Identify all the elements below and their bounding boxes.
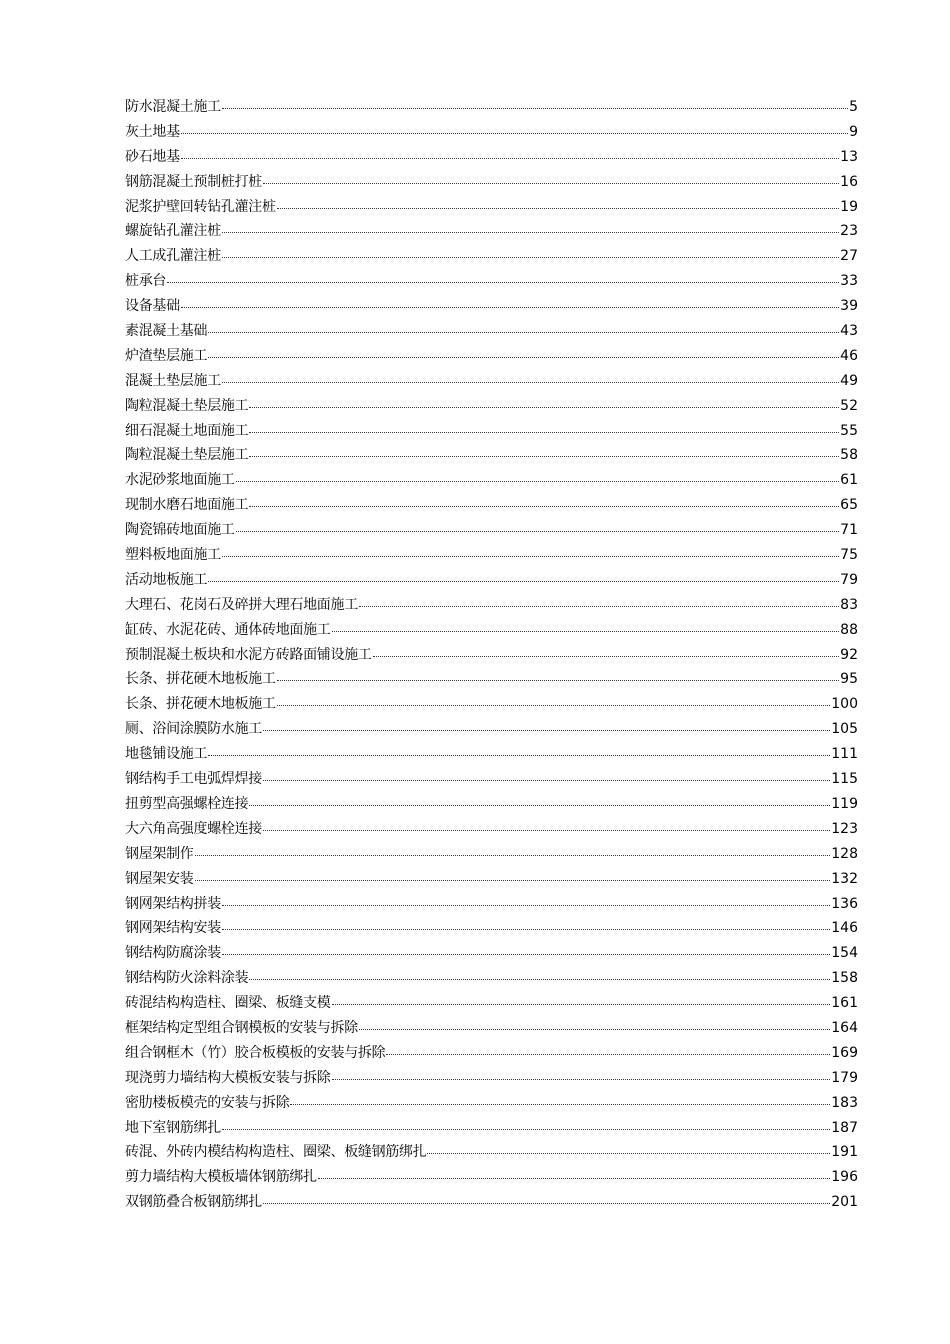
toc-dot-leader: [222, 555, 839, 557]
toc-entry-title: 陶粒混凝土垫层施工: [125, 447, 249, 464]
toc-entry-page-number: 201: [831, 1194, 858, 1211]
toc-entry[interactable]: [125, 419, 858, 444]
toc-entry-page-number: 132: [831, 870, 858, 887]
toc-entry-page-number: 119: [831, 795, 858, 812]
toc-dot-leader: [277, 679, 839, 681]
toc-entry[interactable]: [125, 667, 858, 692]
toc-entry[interactable]: [125, 1165, 858, 1190]
toc-entry-page-number: 5: [849, 99, 858, 115]
toc-entry-title: 塑料板地面施工: [125, 547, 221, 564]
toc-entry[interactable]: [125, 1016, 858, 1041]
toc-entry-title: 剪力墙结构大模板墙体钢筋绑扎: [125, 1169, 317, 1186]
toc-dot-leader: [249, 804, 830, 806]
toc-entry[interactable]: [125, 1041, 858, 1066]
toc-entry-page-number: 123: [831, 820, 858, 837]
toc-entry-page-number: 13: [840, 148, 858, 165]
toc-entry-title: 组合钢框木（竹）胶合板模板的安装与拆除: [125, 1044, 386, 1061]
toc-dot-leader: [277, 207, 839, 209]
toc-entry-title: 砂石地基: [125, 148, 180, 165]
toc-dot-leader: [263, 182, 839, 184]
toc-dot-leader: [222, 953, 830, 955]
toc-dot-leader: [249, 505, 839, 507]
toc-entry-page-number: 79: [840, 571, 858, 588]
toc-entry[interactable]: [125, 966, 858, 991]
toc-dot-leader: [222, 231, 839, 233]
toc-entry[interactable]: [125, 294, 858, 319]
toc-entry-title: 钢屋架制作: [125, 845, 194, 862]
toc-dot-leader: [181, 157, 839, 159]
toc-entry-title: 炉渣垫层施工: [125, 347, 208, 364]
toc-entry-title: 钢屋架安装: [125, 870, 194, 887]
toc-entry-title: 砖混结构构造柱、圈梁、板缝支模: [125, 995, 331, 1012]
toc-entry[interactable]: [125, 792, 858, 817]
toc-dot-leader: [318, 1177, 830, 1179]
toc-entry-title: 双钢筋叠合板钢筋绑扎: [125, 1194, 262, 1211]
toc-entry-page-number: 58: [840, 447, 858, 464]
toc-dot-leader: [249, 406, 839, 408]
toc-entry-title: 防水混凝土施工: [125, 99, 221, 115]
toc-entry-page-number: 158: [831, 970, 858, 987]
toc-dot-leader: [208, 580, 839, 582]
toc-entry-page-number: 164: [831, 1019, 858, 1036]
toc-dot-leader: [386, 1053, 830, 1055]
toc-dot-leader: [249, 431, 839, 433]
toc-entry-page-number: 105: [831, 721, 858, 738]
toc-entry[interactable]: [125, 1116, 858, 1141]
toc-entry-title: 灰土地基: [125, 123, 180, 140]
toc-entry[interactable]: [125, 618, 858, 643]
toc-entry[interactable]: [125, 692, 858, 717]
toc-entry[interactable]: [125, 568, 858, 593]
toc-entry[interactable]: [125, 543, 858, 568]
toc-entry[interactable]: [125, 120, 858, 145]
toc-entry-title: 水泥砂浆地面施工: [125, 472, 235, 489]
toc-entry-page-number: 146: [831, 920, 858, 937]
toc-entry-page-number: 71: [840, 522, 858, 539]
toc-entry-page-number: 65: [840, 497, 858, 514]
toc-entry[interactable]: [125, 941, 858, 966]
toc-entry-page-number: 27: [840, 248, 858, 265]
toc-dot-leader: [249, 455, 839, 457]
toc-entry-page-number: 136: [831, 895, 858, 912]
toc-dot-leader: [167, 281, 839, 283]
toc-entry[interactable]: [125, 219, 858, 244]
toc-dot-leader: [373, 655, 840, 657]
toc-dot-leader: [359, 605, 839, 607]
toc-dot-leader: [208, 356, 839, 358]
toc-entry-page-number: 75: [840, 547, 858, 564]
toc-entry-title: 混凝土垫层施工: [125, 372, 221, 389]
toc-entry-page-number: 154: [831, 945, 858, 962]
toc-entry[interactable]: [125, 518, 858, 543]
toc-entry[interactable]: [125, 170, 858, 195]
toc-dot-leader: [208, 754, 830, 756]
toc-entry-page-number: 196: [831, 1169, 858, 1186]
toc-entry-page-number: 169: [831, 1044, 858, 1061]
toc-entry[interactable]: [125, 717, 858, 742]
toc-entry[interactable]: [125, 1190, 858, 1215]
toc-entry[interactable]: [125, 443, 858, 468]
toc-entry[interactable]: [125, 468, 858, 493]
toc-dot-leader: [332, 1078, 831, 1080]
toc-entry-title: 钢筋混凝土预制桩打桩: [125, 173, 262, 190]
toc-entry-title: 缸砖、水泥花砖、通体砖地面施工: [125, 621, 331, 638]
toc-dot-leader: [359, 1028, 830, 1030]
toc-dot-leader: [222, 256, 839, 258]
toc-entry[interactable]: [125, 1066, 858, 1091]
toc-entry-title: 钢网架结构拼装: [125, 895, 221, 912]
toc-dot-leader: [277, 704, 831, 706]
toc-entry-title: 现浇剪力墙结构大模板安装与拆除: [125, 1069, 331, 1086]
toc-dot-leader: [249, 978, 830, 980]
toc-entry-page-number: 23: [840, 223, 858, 240]
toc-dot-leader: [332, 630, 840, 632]
toc-entry-page-number: 161: [831, 995, 858, 1012]
toc-entry[interactable]: [125, 1140, 858, 1165]
toc-entry-title: 钢结构手工电弧焊焊接: [125, 771, 262, 788]
toc-entry-page-number: 16: [840, 173, 858, 190]
toc-dot-leader: [195, 879, 831, 881]
toc-entry[interactable]: [125, 95, 858, 120]
toc-entry[interactable]: [125, 867, 858, 892]
toc-entry-page-number: 83: [840, 596, 858, 613]
toc-entry-title: 泥浆护壁回转钻孔灌注桩: [125, 198, 276, 215]
toc-entry-page-number: 187: [831, 1119, 858, 1136]
toc-entry-page-number: 55: [840, 422, 858, 439]
toc-entry-page-number: 95: [840, 671, 858, 688]
toc-dot-leader: [222, 1128, 830, 1130]
toc-dot-leader: [263, 729, 830, 731]
toc-entry[interactable]: [125, 1091, 858, 1116]
toc-dot-leader: [263, 829, 830, 831]
toc-entry-page-number: 191: [831, 1144, 858, 1161]
toc-dot-leader: [222, 928, 830, 930]
toc-dot-leader: [195, 854, 831, 856]
toc-entry-title: 设备基础: [125, 298, 180, 315]
toc-entry[interactable]: [125, 916, 858, 941]
toc-entry-title: 螺旋钻孔灌注桩: [125, 223, 221, 240]
toc-dot-leader: [332, 1003, 831, 1005]
toc-entry-page-number: 9: [849, 123, 858, 140]
toc-entry[interactable]: [125, 842, 858, 867]
toc-entry-title: 细石混凝土地面施工: [125, 422, 249, 439]
toc-entry-page-number: 39: [840, 298, 858, 315]
toc-entry-page-number: 92: [840, 646, 858, 663]
toc-entry-title: 预制混凝土板块和水泥方砖路面铺设施工: [125, 646, 372, 663]
toc-dot-leader: [222, 381, 839, 383]
toc-entry-page-number: 49: [840, 372, 858, 389]
toc-dot-leader: [263, 1202, 830, 1204]
toc-entry-title: 框架结构定型组合钢模板的安装与拆除: [125, 1019, 358, 1036]
toc-entry[interactable]: [125, 369, 858, 394]
toc-entry-title: 厕、浴间涂膜防水施工: [125, 721, 262, 738]
toc-entry-page-number: 46: [840, 347, 858, 364]
toc-entry-title: 扭剪型高强螺栓连接: [125, 795, 249, 812]
toc-entry-title: 地下室钢筋绑扎: [125, 1119, 221, 1136]
toc-dot-leader: [290, 1103, 830, 1105]
toc-entry-page-number: 43: [840, 323, 858, 340]
toc-dot-leader: [236, 480, 840, 482]
toc-entry[interactable]: [125, 991, 858, 1016]
table-of-contents: [125, 95, 858, 1215]
toc-entry[interactable]: [125, 269, 858, 294]
toc-dot-leader: [208, 331, 839, 333]
toc-dot-leader: [181, 132, 848, 134]
toc-entry[interactable]: [125, 742, 858, 767]
toc-entry-page-number: 179: [831, 1069, 858, 1086]
toc-entry[interactable]: [125, 344, 858, 369]
toc-entry-title: 长条、拼花硬木地板施工: [125, 671, 276, 688]
toc-entry[interactable]: [125, 892, 858, 917]
toc-entry[interactable]: [125, 145, 858, 170]
toc-entry[interactable]: [125, 244, 858, 269]
toc-entry-page-number: 61: [840, 472, 858, 489]
toc-entry-title: 现制水磨石地面施工: [125, 497, 249, 514]
toc-entry-title: 陶粒混凝土垫层施工: [125, 397, 249, 414]
toc-entry-title: 长条、拼花硬木地板施工: [125, 696, 276, 713]
toc-entry-page-number: 52: [840, 397, 858, 414]
toc-entry-page-number: 128: [831, 845, 858, 862]
toc-dot-leader: [181, 306, 839, 308]
toc-entry-page-number: 19: [840, 198, 858, 215]
toc-dot-leader: [222, 904, 830, 906]
toc-dot-leader: [427, 1152, 830, 1154]
toc-entry-title: 钢网架结构安装: [125, 920, 221, 937]
toc-entry-title: 钢结构防腐涂装: [125, 945, 221, 962]
toc-entry-title: 桩承台: [125, 273, 167, 290]
toc-entry[interactable]: [125, 319, 858, 344]
toc-dot-leader: [263, 779, 830, 781]
toc-entry-title: 素混凝土基础: [125, 323, 208, 340]
toc-entry[interactable]: [125, 817, 858, 842]
toc-entry[interactable]: [125, 493, 858, 518]
toc-entry-title: 活动地板施工: [125, 571, 208, 588]
toc-entry-title: 大理石、花岗石及碎拼大理石地面施工: [125, 596, 358, 613]
toc-entry-title: 密肋楼板模壳的安装与拆除: [125, 1094, 290, 1111]
toc-entry-title: 大六角高强度螺栓连接: [125, 820, 262, 837]
toc-entry[interactable]: [125, 593, 858, 618]
toc-dot-leader: [236, 530, 840, 532]
toc-entry[interactable]: [125, 195, 858, 220]
toc-dot-leader: [222, 107, 848, 109]
toc-entry-title: 砖混、外砖内模结构构造柱、圈梁、板缝钢筋绑扎: [125, 1144, 427, 1161]
toc-entry[interactable]: [125, 767, 858, 792]
toc-entry-page-number: 33: [840, 273, 858, 290]
toc-entry-page-number: 100: [831, 696, 858, 713]
toc-entry[interactable]: [125, 394, 858, 419]
toc-entry-title: 人工成孔灌注桩: [125, 248, 221, 265]
toc-entry[interactable]: [125, 643, 858, 668]
toc-entry-page-number: 183: [831, 1094, 858, 1111]
toc-entry-page-number: 115: [831, 771, 858, 788]
toc-entry-title: 钢结构防火涂料涂装: [125, 970, 249, 987]
toc-entry-title: 陶瓷锦砖地面施工: [125, 522, 235, 539]
toc-entry-title: 地毯铺设施工: [125, 746, 208, 763]
toc-entry-page-number: 88: [840, 621, 858, 638]
toc-entry-page-number: 111: [831, 746, 858, 763]
